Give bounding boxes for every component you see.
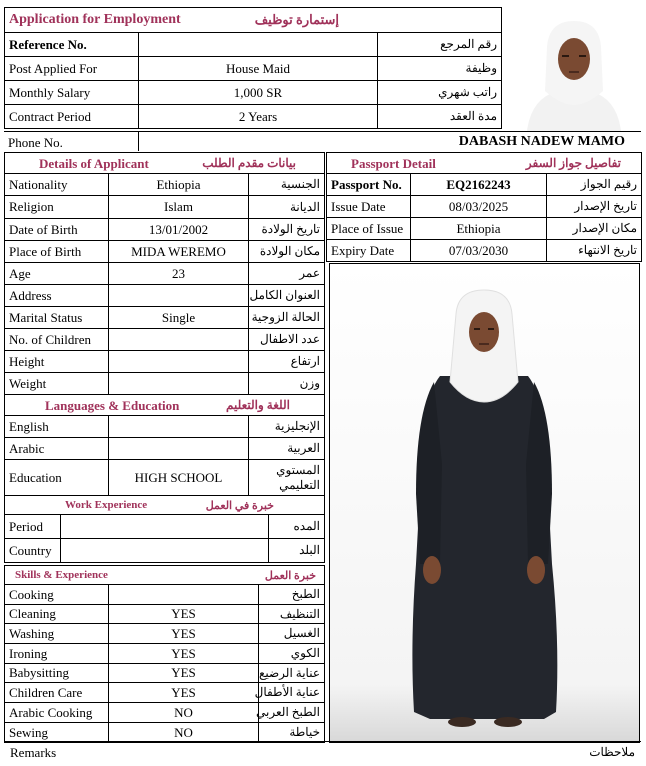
applicant-title-en: Details of Applicant [39,156,149,171]
religion-label-ar: الديانة [249,196,325,219]
religion-label: Religion [5,196,109,219]
post-applied-value: House Maid [139,57,378,81]
cooking-value [109,585,259,605]
dob-label: Date of Birth [5,219,109,241]
reference-no-label-ar: رقم المرجع [378,33,502,57]
babysitting-label-ar: عناية الرضيع [259,664,325,683]
remarks-label-ar: ملاحظات [589,745,635,759]
marital-status-label: Marital Status [5,307,109,329]
skills-table [4,565,325,743]
remarks-row [4,741,641,764]
address-value [109,285,249,307]
children-care-label: Children Care [5,683,109,703]
issue-date-value: 08/03/2025 [411,196,547,218]
dob-value: 13/01/2002 [109,219,249,241]
arabic-label: Arabic [5,438,109,460]
height-value [109,351,249,373]
form-title-ar: إستمارة توظيف [254,12,340,27]
pob-label-ar: مكان الولادة [249,241,325,263]
portrait-photo [507,7,641,131]
cleaning-value: YES [109,605,259,624]
dob-label-ar: تاريخ الولادة [249,219,325,241]
period-label-ar: المده [269,515,325,539]
children-label: No. of Children [5,329,109,351]
place-of-issue-label-ar: مكان الإصدار [547,218,642,240]
sewing-label: Sewing [5,723,109,743]
pob-label: Place of Birth [5,241,109,263]
marital-status-value: Single [109,307,249,329]
passport-title-ar: تفاصيل جواز السفر [525,156,621,170]
full-body-photo [329,263,640,743]
passport-no-label: Passport No. [327,174,411,196]
languages-title-ar: اللغة والتعليم [226,398,290,412]
arabic-cooking-label-ar: الطبخ العربي [259,703,325,723]
nationality-value: Ethiopia [109,174,249,196]
english-label: English [5,416,109,438]
cleaning-label-ar: التنظيف [259,605,325,624]
header-table [4,7,502,129]
education-label-ar: المستوي التعليمي [249,460,325,496]
expiry-date-value: 07/03/2030 [411,240,547,262]
religion-value: Islam [109,196,249,219]
sewing-label-ar: خياطة [259,723,325,743]
age-value: 23 [109,263,249,285]
children-care-value: YES [109,683,259,703]
monthly-salary-label-ar: راتب شهري [378,81,502,105]
weight-label-ar: وزن [249,373,325,395]
age-label: Age [5,263,109,285]
nationality-label: Nationality [5,174,109,196]
issue-date-label-ar: تاريخ الإصدار [547,196,642,218]
ironing-value: YES [109,644,259,664]
skills-title-ar: خبرة العمل [264,570,316,582]
applicant-title-ar: بيانات مقدم الطلب [202,156,296,170]
issue-date-label: Issue Date [327,196,411,218]
address-label-ar: العنوان الكامل [249,285,325,307]
babysitting-label: Babysitting [5,664,109,683]
babysitting-value: YES [109,664,259,683]
contract-period-label: Contract Period [5,105,139,129]
monthly-salary-value: 1,000 SR [139,81,378,105]
country-value [61,539,269,563]
country-label: Country [5,539,61,563]
arabic-cooking-label: Arabic Cooking [5,703,109,723]
phone-row [4,131,641,151]
pob-value: MIDA WEREMO [109,241,249,263]
weight-label: Weight [5,373,109,395]
period-value [61,515,269,539]
languages-title-en: Languages & Education [45,398,180,413]
arabic-value [109,438,249,460]
skills-title-en: Skills & Experience [15,569,108,581]
cooking-label: Cooking [5,585,109,605]
form-title-en: Application for Employment [5,8,378,33]
cooking-label-ar: الطبخ [259,585,325,605]
weight-value [109,373,249,395]
country-label-ar: البلد [269,539,325,563]
monthly-salary-label: Monthly Salary [5,81,139,105]
washing-value: YES [109,624,259,644]
washing-label-ar: الغسيل [259,624,325,644]
contract-period-value: 2 Years [139,105,378,129]
children-value [109,329,249,351]
contract-period-label-ar: مدة العقد [378,105,502,129]
reference-no-value [139,33,378,57]
reference-no-label: Reference No. [5,33,139,57]
period-label: Period [5,515,61,539]
passport-table [326,152,642,262]
phone-label: Phone No. [8,135,63,150]
remarks-label: Remarks [10,745,57,760]
english-value [109,416,249,438]
post-applied-label: Post Applied For [5,57,139,81]
marital-status-label-ar: الحالة الزوجية [249,307,325,329]
education-value: HIGH SCHOOL [109,460,249,496]
height-label-ar: ارتفاع [249,351,325,373]
children-label-ar: عدد الاطفال [249,329,325,351]
passport-no-label-ar: رقيم الجواز [547,174,642,196]
english-label-ar: الإنجليزية [249,416,325,438]
children-care-label-ar: عناية الأطفال [259,683,325,703]
passport-title-en: Passport Detail [351,156,436,171]
work-title-en: Work Experience [65,499,148,511]
address-label: Address [5,285,109,307]
ironing-label-ar: الكوي [259,644,325,664]
post-applied-label-ar: وظيفة [378,57,502,81]
place-of-issue-label: Place of Issue [327,218,411,240]
expiry-date-label-ar: تاريخ الانتهاء [547,240,642,262]
washing-label: Washing [5,624,109,644]
education-label: Education [5,460,109,496]
ironing-label: Ironing [5,644,109,664]
cleaning-label: Cleaning [5,605,109,624]
arabic-label-ar: العربية [249,438,325,460]
age-label-ar: عمر [249,263,325,285]
nationality-label-ar: الجنسية [249,174,325,196]
full-name: DABASH NADEW MAMO [458,134,625,149]
expiry-date-label: Expiry Date [327,240,411,262]
sewing-value: NO [109,723,259,743]
applicant-table [4,152,325,496]
passport-no-value: EQ2162243 [411,174,547,196]
arabic-cooking-value: NO [109,703,259,723]
work-title-ar: خبرة في العمل [205,500,274,512]
height-label: Height [5,351,109,373]
place-of-issue-value: Ethiopia [411,218,547,240]
work-table [4,495,325,563]
